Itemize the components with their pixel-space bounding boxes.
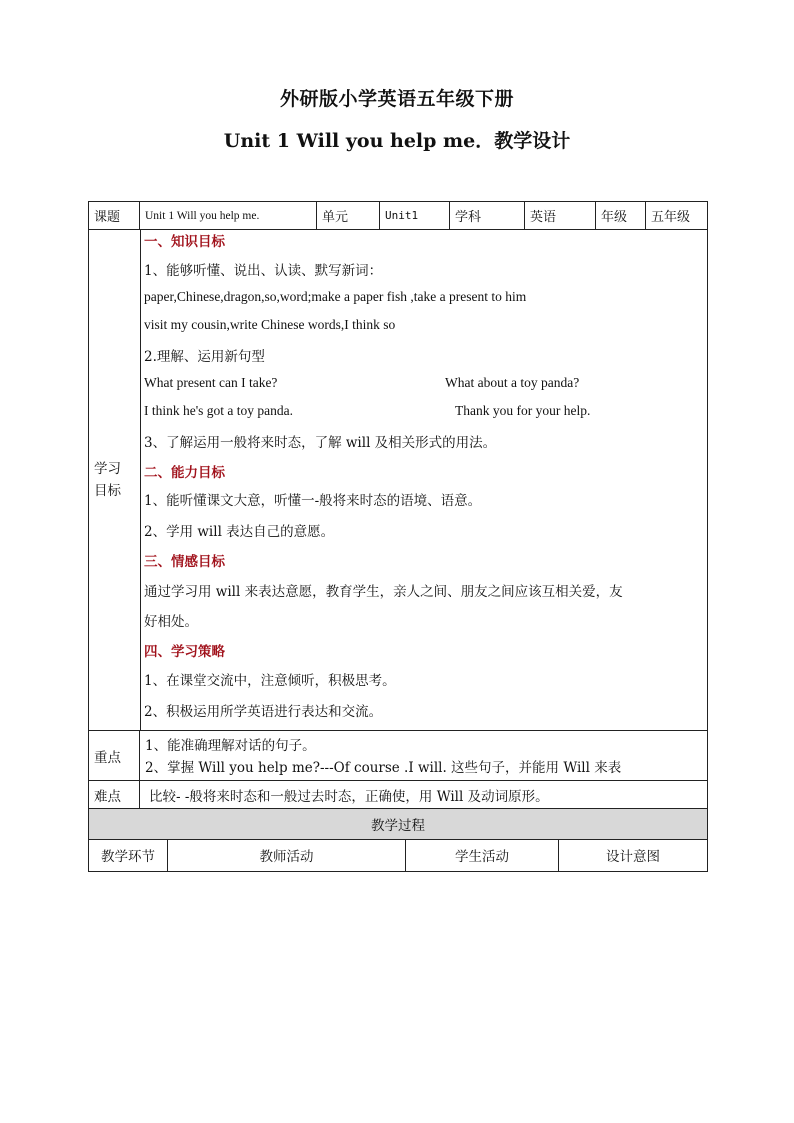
document-title: 外研版小学英语五年级下册 (279, 88, 514, 110)
key-points-label: 重点 (94, 749, 121, 766)
unit-value: Unit1 (385, 209, 419, 222)
col-teacher-activity: 教师活动 (259, 849, 314, 866)
process-title: 教学过程 (371, 818, 425, 834)
sentence-2: What about a toy panda? (445, 375, 580, 390)
ability-item-1: 1、能听懂课文大意，听懂一-般将来时态的语境、语意。 (144, 493, 482, 509)
col-design-intent: 设计意图 (606, 849, 660, 866)
grade-value: 五年级 (651, 210, 691, 225)
knowledge-item-3: 3、了解运用一般将来时态，了解 will 及相关形式的用法。 (144, 435, 497, 451)
key-points-content (140, 731, 707, 779)
process-title-row (89, 809, 708, 840)
topic-value: Unit 1 Will you help me. (145, 209, 260, 222)
key-points-row (89, 731, 708, 781)
emotion-item-line-2: 好相处。 (144, 614, 198, 630)
lesson-plan-table (88, 201, 708, 840)
emotion-goals-heading: 三、情感目标 (144, 554, 225, 570)
ability-item-2: 2、学用 will 表达自己的意愿。 (144, 524, 335, 540)
document-subtitle: Unit 1 Will you help me．教学设计 (223, 130, 571, 152)
goals-label-line2: 目标 (94, 483, 121, 499)
emotion-item-line-1: 通过学习用 will 来表达意愿，教育学生，亲人之间、朋友之间应该互相关爱，友 (144, 584, 623, 600)
process-header-table (88, 840, 708, 872)
new-words-line-1: paper,Chinese,dragon,so,word;make a paper fish ,take a present to him (144, 289, 527, 304)
key-point-1: 1、能准确理解对话的句子。 (145, 738, 316, 754)
knowledge-item-1: 1、能够听懂、说出、认读、默写新词： (144, 263, 383, 279)
sentence-4: Thank you for your help. (455, 403, 591, 418)
difficulty-text: 比较- -般将来时态和一般过去时态，正确使，用 Will 及动词原形。 (149, 788, 549, 805)
new-words-line-2: visit my cousin,write Chinese words,I think so (144, 317, 396, 332)
goals-section (89, 230, 707, 730)
subject-label: 学科 (455, 210, 482, 225)
strategy-item-2: 2、积极运用所学英语进行表达和交流。 (144, 704, 383, 720)
goals-row (89, 230, 708, 731)
ability-goals-heading: 二、能力目标 (144, 465, 225, 481)
grade-label: 年级 (601, 210, 628, 225)
key-point-2: 2、掌握 Will you help me?---Of course .I will. 这些句子，并能用 Will 来表 (145, 760, 622, 776)
sentence-1: What present can I take? (144, 375, 278, 390)
topic-label: 课题 (94, 210, 121, 225)
process-header-row (89, 840, 708, 871)
unit-label: 单元 (322, 210, 349, 225)
goals-label (89, 458, 144, 502)
knowledge-item-2: 2.理解、运用新句型 (144, 349, 265, 365)
sentence-3: I think he's got a toy panda. (144, 403, 294, 418)
strategy-heading: 四、学习策略 (144, 644, 225, 660)
col-student-activity: 学生活动 (455, 849, 509, 866)
knowledge-goals-heading: 一、知识目标 (144, 234, 225, 250)
info-row (89, 202, 708, 230)
difficulty-label: 难点 (94, 788, 121, 805)
strategy-item-1: 1、在课堂交流中，注意倾听，积极思考。 (144, 673, 396, 689)
col-teaching-step: 教学环节 (101, 849, 155, 866)
goals-label-line1: 学习 (94, 461, 121, 477)
subject-value: 英语 (530, 210, 557, 225)
difficulty-row (89, 781, 708, 809)
